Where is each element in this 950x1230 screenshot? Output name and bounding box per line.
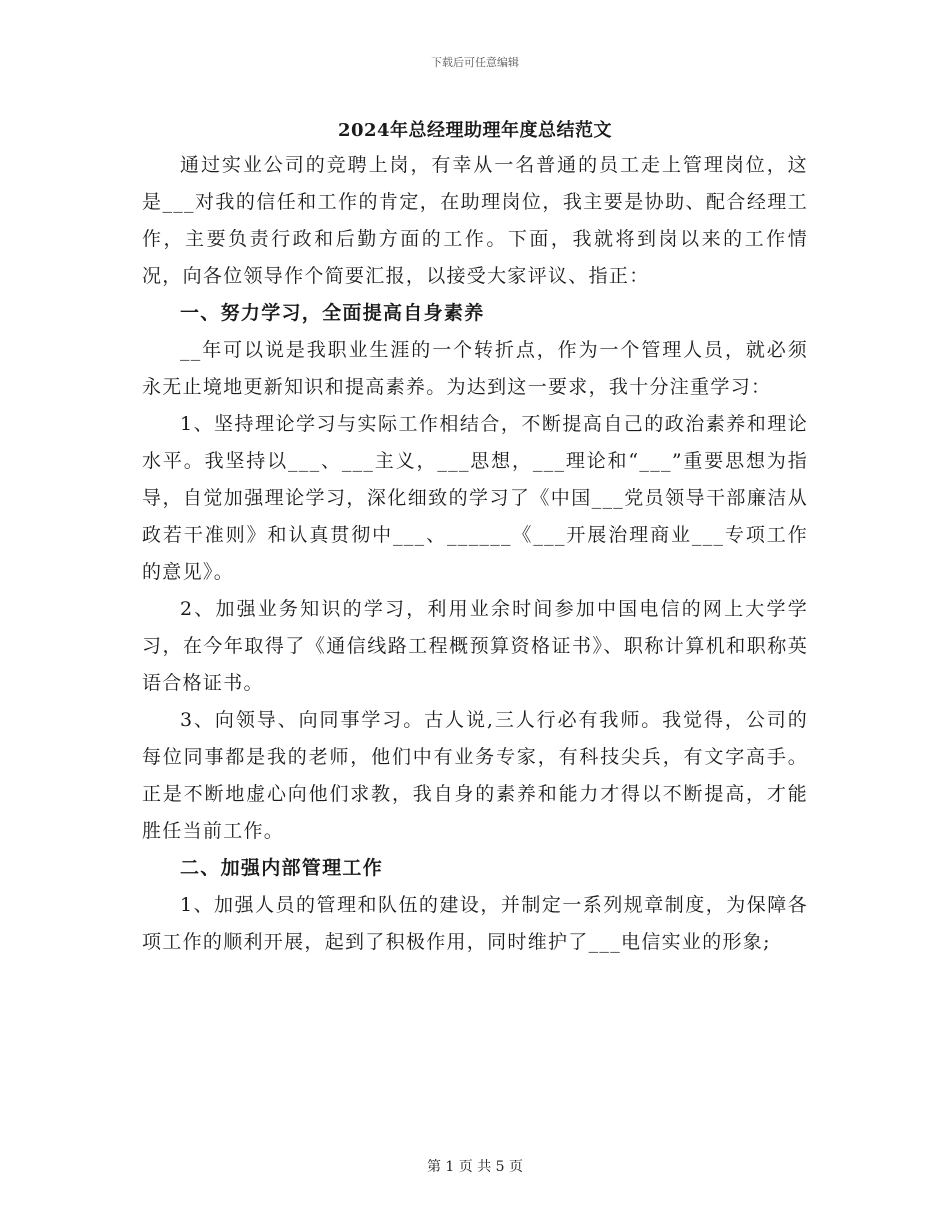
paragraph: __年可以说是我职业生涯的一个转折点，作为一个管理人员，就必须永无止境地更新知识和提高素养。为达到这一要求，我十分注重学习：	[142, 339, 808, 398]
paragraph-intro: 通过实业公司的竞聘上岗，有幸从一名普通的员工走上管理岗位，这是___对我的信任和工作的肯定，在助理岗位，我主要是协助、配合经理工作，主要负责行政和后勤方面的工作。下面，我就将到岗以来的工作情况，向各位领导作个简要汇报，以接受大家评议、指正：	[142, 154, 808, 287]
page-header-note: 下载后可任意编辑	[431, 56, 519, 69]
section-heading-1: 一、努力学习，全面提高自身素养	[180, 302, 485, 324]
paragraph: 1、加强人员的管理和队伍的建设，并制定一系列规章制度，为保障各项工作的顺利开展，起到了积极作用，同时维护了___电信实业的形象;	[142, 894, 808, 953]
document-title: 2024年总经理助理年度总结范文	[337, 120, 613, 141]
page-number: 第 1 页 共 5 页	[426, 1159, 524, 1175]
document-body	[142, 147, 808, 961]
paragraph: 1、坚持理论学习与实际工作相结合，不断提高自己的政治素养和理论水平。我坚持以___、___主义，___思想，___理论和“___”重要思想为指导，自觉加强理论学习，深化细致的学习了《中国___党员领导干部廉洁从政若干准则》和认真贯彻中___、______《___开展治理商业___专项工作的意见》。	[142, 413, 808, 583]
paragraph: 3、向领导、向同事学习。古人说,三人行必有我师。我觉得，公司的每位同事都是我的老师，他们中有业务专家，有科技尖兵，有文字高手。正是不断地虚心向他们求教，我自身的素养和能力才得以不断提高，才能胜任当前工作。	[142, 709, 808, 842]
section-heading-2: 二、加强内部管理工作	[180, 857, 384, 879]
paragraph: 2、加强业务知识的学习，利用业余时间参加中国电信的网上大学学习，在今年取得了《通信线路工程概预算资格证书》、职称计算机和职称英语合格证书。	[142, 598, 808, 694]
